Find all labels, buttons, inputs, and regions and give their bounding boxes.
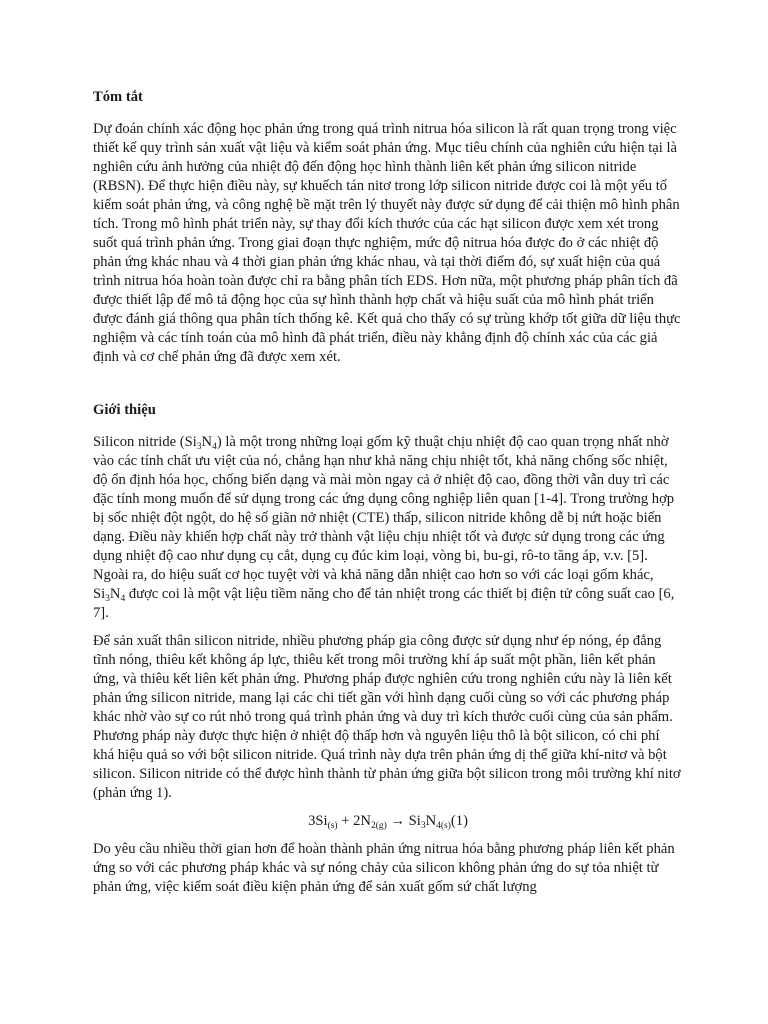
- document-page: [93, 84, 683, 897]
- subscript: 3: [196, 442, 202, 452]
- intro-paragraph-2: Để sản xuất thân silicon nitride, nhiều phương pháp gia công được sử dụng như ép nóng, ép đẳng tĩnh nóng, thiêu kết không áp lực, thiêu kết trong môi trường khí áp suất một phần, liên kết phản ứng, và thiêu kết liên kết phản ứng. Phương pháp được nghiên cứu trong nghiên cứu này là liên kết phản ứng silicon nitride, mang lại các chi tiết gần với hình dạng cuối cùng so với các phương pháp khác nhờ vào sự co rút nhỏ trong quá trình phản ứng và duy trì kích thước cuối cùng của sản phẩm. Phương pháp này được thực hiện ở nhiệt độ thấp hơn và nguyên liệu thô là bột silicon, có chi phí khá hiệu quả so với bột silicon nitride. Quá trình này dựa trên phản ứng dị thể giữa khí-nitơ và bột silicon. Silicon nitride có thể được hình thành từ phản ứng giữa bột silicon trong môi trường khí nitơ (phản ứng 1).: [93, 633, 681, 801]
- equation-number: (1): [450, 813, 468, 829]
- equation-subscript: 3: [420, 821, 426, 831]
- equation-subscript: 2(g): [370, 821, 387, 831]
- equation-product-si: Si: [408, 813, 421, 829]
- intro-p1-text-d: N: [109, 586, 121, 602]
- intro-p1-text-c: ) là một trong những loại gốm kỹ thuật chịu nhiệt độ cao quan trọng nhất nhờ vào các tính chất ưu việt của nó, chẳng hạn như khả năng chịu nhiệt tốt, khả năng chống sốc nhiệt, độ ổn định hóa học, chống biến dạng và mài mòn ngay cả ở nhiệt độ cao, đồng thời vẫn duy trì các đặc tính mong muốn để sử dụng trong các ứng dụng công nghiệp liên quan [1-4]. Trong trường hợp bị sốc nhiệt đột ngột, do hệ số giãn nở nhiệt (CTE) thấp, silicon nitride không dễ bị nứt hoặc biến dạng. Điều này khiến hợp chất này trở thành vật liệu chịu nhiệt tốt và được sử dụng trong các ứng dụng nhiệt độ cao như dụng cụ cắt, dụng cụ đúc kim loại, vòng bi, bu-gi, rô-to tăng áp, v.v. [5]. Ngoài ra, do hiệu suất cơ học tuyệt vời và khả năng dẫn nhiệt cao hơn so với các loại gốm khác, Si: [93, 434, 675, 602]
- reaction-equation: [93, 812, 683, 831]
- intro-heading: Giới thiệu: [93, 402, 156, 418]
- equation-subscript: 4(s): [436, 821, 451, 831]
- equation-reactant-si: 3Si: [308, 813, 328, 829]
- intro-p1-text-e: được coi là một vật liệu tiềm năng cho để tản nhiệt trong các thiết bị điện tử công suất cao [6, 7].: [93, 586, 675, 621]
- equation-subscript: (s): [327, 821, 338, 831]
- equation-product-n: N: [425, 813, 437, 829]
- intro-p1-text-a: Silicon nitride (Si: [93, 434, 197, 450]
- intro-p1-text-b: N: [201, 434, 213, 450]
- abstract-heading: Tóm tắt: [93, 89, 143, 105]
- subscript: 4: [120, 594, 126, 604]
- intro-paragraph-3: Do yêu cầu nhiều thời gian hơn để hoàn thành phản ứng nitrua hóa bằng phương pháp liên kết phản ứng so với các phương pháp khác và sự nóng chảy của silicon không phản ứng do sự tỏa nhiệt từ phản ứng, việc kiểm soát điều kiện phản ứng để sản xuất gốm sứ chất lượng: [93, 841, 675, 895]
- subscript: 4: [212, 442, 217, 452]
- abstract-paragraph: Dự đoán chính xác động học phản ứng trong quá trình nitrua hóa silicon là rất quan trọng trong việc thiết kế quy trình sản xuất vật liệu và kiểm soát phản ứng. Mục tiêu chính của nghiên cứu hiện tại là nghiên cứu ảnh hưởng của nhiệt độ đến động học hình thành liên kết phản ứng silicon nitride (RBSN). Để thực hiện điều này, sự khuếch tán nitơ trong lớp silicon nitride được coi là một yếu tố kiểm soát phản ứng, và công nghệ bề mặt trên lý thuyết này được sử dụng để cải thiện mô hình phân tích. Trong mô hình phát triển này, sự thay đổi kích thước của các hạt silicon được xem xét trong suốt quá trình phản ứng. Trong giai đoạn thực nghiệm, mức độ nitrua hóa được đo ở các nhiệt độ phản ứng khác nhau và 4 thời gian phản ứng khác nhau, và tại thời điểm đó, sự xuất hiện của quá trình nitrua hóa hoàn toàn được chỉ ra bằng phân tích EDS. Hơn nữa, một phương pháp phân tích đã được thiết lập để mô tả động học của sự hình thành hợp chất và hiệu suất của mô hình phát triển được đánh giá thông qua phân tích thống kê. Kết quả cho thấy có sự trùng khớp tốt giữa dữ liệu thực nghiệm và các tính toán của mô hình đã phát triển, điều này khẳng định độ chính xác của các giả định và cơ chế phản ứng đã được xem xét.: [93, 121, 681, 365]
- subscript: 3: [105, 594, 110, 604]
- equation-reactant-n2: + 2N: [337, 813, 371, 829]
- intro-paragraph-1: [93, 433, 683, 623]
- equation-arrow: →: [386, 813, 409, 829]
